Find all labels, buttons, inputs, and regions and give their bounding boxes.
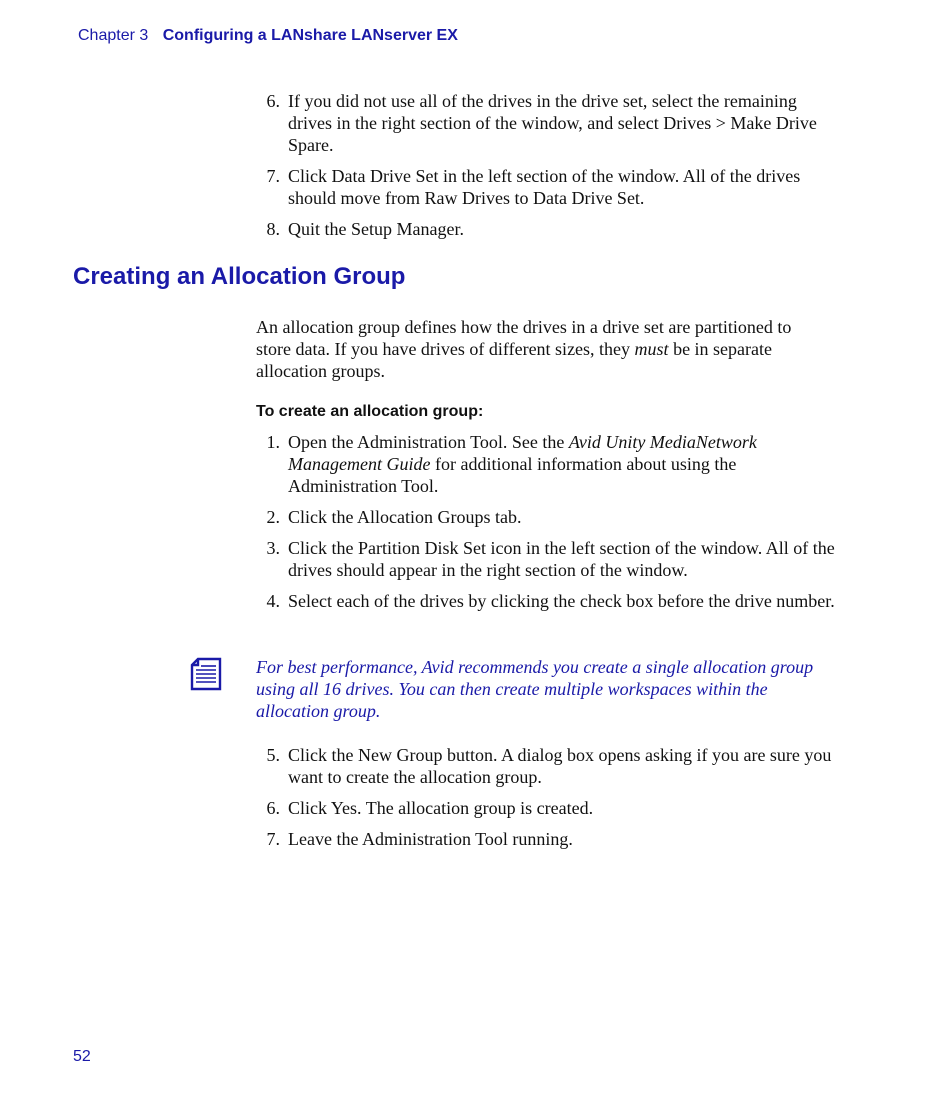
chapter-label: Chapter 3: [78, 27, 149, 44]
step-text: [288, 432, 757, 496]
step-text: Quit the Setup Manager.: [288, 219, 464, 239]
step-number: 7.: [266, 829, 280, 849]
section-intro: [256, 316, 816, 382]
intro-emphasis: must: [634, 339, 669, 359]
step-number: 7.: [266, 166, 280, 186]
list-item: [256, 165, 836, 209]
procedure-steps-list-continued: [256, 744, 836, 859]
list-item: [256, 744, 836, 788]
step-text: Select each of the drives by clicking the check box before the drive number.: [288, 591, 835, 611]
intro-text: An allocation group defines how the drives in a drive set are partitioned to store data. If you have drives of different sizes, they: [256, 317, 792, 359]
step-text: Click Yes. The allocation group is created.: [288, 798, 594, 818]
note-text: For best performance, Avid recommends you create a single allocation group using all 16 drives. You can then create multiple workspaces within the allocation group.: [256, 657, 814, 721]
step-text: Click the New Group button. A dialog box opens asking if you are sure you want to create the allocation group.: [288, 745, 832, 787]
list-item: [256, 590, 836, 612]
section-heading: Creating an Allocation Group: [73, 263, 406, 290]
step-number: 3.: [266, 538, 280, 558]
list-item: [256, 218, 836, 240]
list-item: [256, 797, 836, 819]
steps-list-continued: [256, 90, 836, 249]
note-icon: [189, 657, 223, 691]
procedure-heading: To create an allocation group:: [256, 403, 484, 420]
list-item: [256, 828, 836, 850]
chapter-title: Configuring a LANshare LANserver EX: [162, 27, 458, 44]
step-number: 5.: [266, 745, 280, 765]
step-text: Click the Allocation Groups tab.: [288, 507, 522, 527]
running-header: [78, 27, 458, 45]
list-item: [256, 537, 836, 581]
step-text: Leave the Administration Tool running.: [288, 829, 573, 849]
page-number: 52: [73, 1048, 91, 1065]
step-text: Click Data Drive Set in the left section of the window. All of the drives should move from Raw Drives to Data Drive Set.: [288, 166, 801, 208]
list-item: [256, 90, 836, 156]
step-number: 8.: [266, 219, 280, 239]
guide-title: Avid Unity MediaNetwork Management Guide: [288, 432, 757, 474]
step-number: 2.: [266, 507, 280, 527]
step-number: 6.: [266, 798, 280, 818]
step-text: If you did not use all of the drives in the drive set, select the remaining drives in the right section of the window, and select Drives > Make Drive Spare.: [288, 91, 817, 155]
step-text: Click the Partition Disk Set icon in the left section of the window. All of the drives should appear in the right section of the window.: [288, 538, 835, 580]
step-number: 4.: [266, 591, 280, 611]
step-text-end: for additional information about using the Administration Tool.: [288, 454, 737, 496]
step-text-start: Open the Administration Tool. See the: [288, 432, 569, 452]
procedure-steps-list: [256, 431, 836, 621]
intro-text-end: be in separate allocation groups.: [256, 339, 773, 381]
list-item: [256, 506, 836, 528]
step-number: 1.: [266, 432, 280, 452]
step-number: 6.: [266, 91, 280, 111]
list-item: [256, 431, 836, 497]
